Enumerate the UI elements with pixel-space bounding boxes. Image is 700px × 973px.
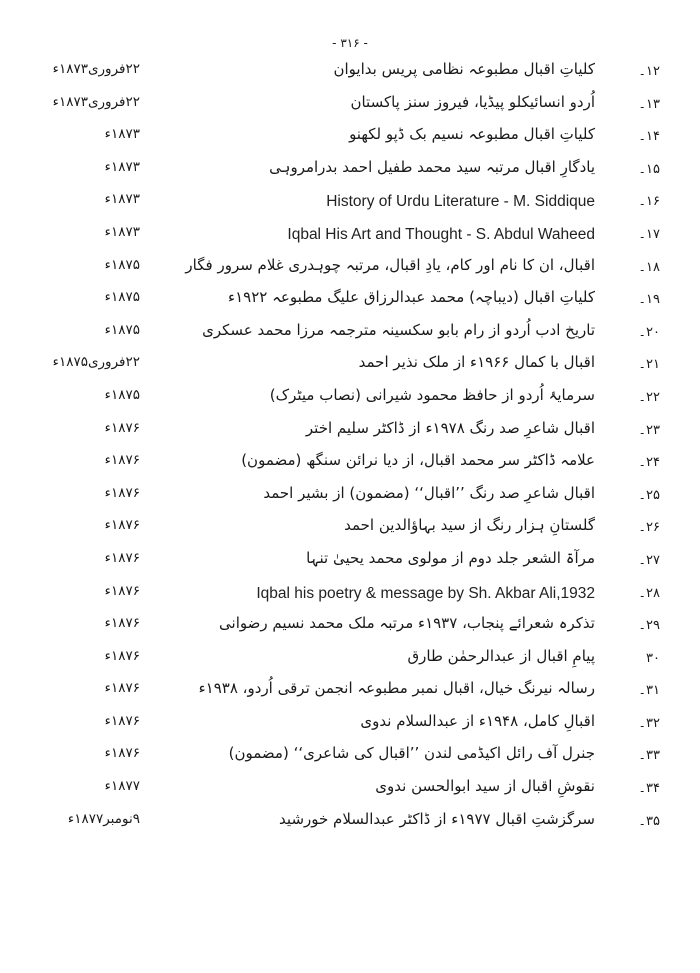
entry-number: ۳۰ (646, 650, 660, 666)
entry-title: Iqbal His Art and Thought - S. Abdul Waheed (287, 225, 595, 243)
entry-title: نقوشِ اقبال از سید ابوالحسن ندوی (375, 777, 595, 796)
entry-date: ۱۸۷۶ء (104, 549, 140, 566)
list-item (0, 221, 700, 254)
list-item (0, 482, 700, 515)
entry-date: ۱۸۷۶ء (104, 582, 140, 599)
list-item (0, 417, 700, 450)
entry-date: ۲۲فروری۱۸۷۵ء (52, 354, 140, 371)
entry-number: ۱۲۔ (638, 64, 660, 79)
entry-date: ۱۸۷۶ء (104, 745, 140, 762)
entry-title: کلیاتِ اقبال (دیباچہ) محمد عبدالرزاق علیگ مطبوعہ ۱۹۲۲ء (228, 288, 595, 307)
entry-number: ۱۳۔ (638, 96, 660, 112)
entry-date: ۱۸۷۶ء (104, 647, 140, 664)
list-item (0, 645, 700, 678)
entry-number: ۳۲۔ (638, 715, 660, 731)
entry-number: ۳۴۔ (638, 781, 660, 797)
entry-title: گلستانِ ہزار رنگ از سید بہاؤالدین احمد (344, 516, 595, 535)
entry-number: ۱۷۔ (638, 226, 660, 242)
entry-date: ۲۲فروری۱۸۷۳ء (52, 61, 140, 77)
entry-date: ۱۸۷۶ء (104, 452, 140, 469)
entry-title: اقبال، ان کا نام اور کام، یادِ اقبال، مرتبہ چوہدری غلام سرور فگار (185, 255, 595, 274)
page-number: - ۳۱۶ - (332, 36, 368, 50)
entry-number: ۲۲۔ (638, 389, 660, 405)
list-item (0, 384, 700, 417)
entry-number: ۲۳۔ (638, 422, 660, 438)
list-item (0, 188, 700, 221)
entry-date: ۱۸۷۵ء (104, 386, 140, 403)
entry-date: ۹نومبر۱۸۷۷ء (67, 810, 140, 827)
entry-date: ۱۸۷۶ء (104, 680, 140, 697)
list-item (0, 449, 700, 482)
entry-title: مرآۃ الشعر جلد دوم از مولوی محمد یحییٰ تنہا (306, 548, 595, 567)
entry-date: ۱۸۷۷ء (104, 778, 140, 795)
entry-date: ۱۸۷۵ء (104, 321, 140, 338)
entry-date: ۱۸۷۶ء (104, 484, 140, 501)
entry-date: ۱۸۷۶ء (104, 419, 140, 436)
list-item (0, 319, 700, 352)
entry-number: ۱۶۔ (638, 194, 660, 210)
list-item (0, 808, 700, 841)
entry-number: ۲۶۔ (638, 520, 660, 536)
entry-title: اُردو انسائیکلو پیڈیا، فیروز سنز پاکستان (350, 92, 595, 111)
entry-title: سرگزشتِ اقبال ۱۹۷۷ء از ڈاکٹر عبدالسلام خورشید (279, 809, 595, 828)
entry-title: یادگارِ اقبال مرتبہ سید محمد طفیل احمد بدرامروہی (269, 157, 595, 176)
entry-number: ۲۷۔ (638, 552, 660, 568)
entry-title: کلیاتِ اقبال مطبوعہ نظامی پریس بدایوان (333, 60, 595, 78)
entry-title: تاریخ ادب اُردو از رام بابو سکسینہ مترجمہ مرزا محمد عسکری (202, 320, 595, 339)
list-item (0, 612, 700, 645)
entry-title: علامہ ڈاکٹر سر محمد اقبال، از دیا نرائن سنگھ (مضمون) (241, 451, 595, 470)
entry-number: ۱۸۔ (638, 259, 660, 275)
list-item (0, 775, 700, 808)
entry-title: History of Urdu Literature - M. Siddique (326, 193, 595, 211)
list-item (0, 547, 700, 580)
entry-title: اقبالِ کامل، ۱۹۴۸ء از عبدالسلام ندوی (360, 711, 595, 730)
list-item (0, 286, 700, 319)
list-item (0, 677, 700, 710)
list-item (0, 58, 700, 91)
entry-title: رسالہ نیرنگ خیال، اقبال نمبر مطبوعہ انجمن ترقی اُردو، ۱۹۳۸ء (198, 679, 595, 698)
entry-date: ۱۸۷۳ء (104, 223, 140, 240)
entry-number: ۲۴۔ (638, 455, 660, 471)
entry-title: اقبال شاعرِ صد رنگ ’’اقبال‘‘ (مضمون) از بشیر احمد (263, 483, 595, 502)
list-item (0, 254, 700, 287)
entry-number: ۱۹۔ (638, 292, 660, 308)
entry-number: ۳۱۔ (638, 683, 660, 699)
entry-title: کلیاتِ اقبال مطبوعہ نسیم بک ڈپو لکھنو (349, 125, 595, 144)
entry-date: ۲۲فروری۱۸۷۳ء (52, 93, 140, 110)
list-item (0, 514, 700, 547)
entry-number: ۲۸۔ (638, 585, 660, 601)
entry-date: ۱۸۷۳ء (104, 191, 140, 208)
entry-number: ۳۵۔ (638, 813, 660, 829)
entry-title: پیامِ اقبال از عبدالرحمٰن طارق (407, 646, 595, 665)
list-item (0, 580, 700, 613)
entry-number: ۲۵۔ (638, 487, 660, 503)
bibliography-list (0, 58, 700, 840)
entry-number: ۲۰۔ (638, 324, 660, 340)
entry-date: ۱۸۷۵ء (104, 289, 140, 306)
entry-date: ۱۸۷۶ء (104, 615, 140, 632)
entry-date: ۱۸۷۵ء (104, 256, 140, 273)
entry-title: اقبال با کمال ۱۹۶۶ء از ملک نذیر احمد (358, 353, 595, 372)
list-item (0, 91, 700, 124)
entry-number: ۱۵۔ (638, 161, 660, 177)
entry-number: ۲۹۔ (638, 618, 660, 634)
entry-title: تذکرہ شعرائے پنجاب، ۱۹۳۷ء مرتبہ ملک محمد نسیم رضوانی (219, 614, 595, 633)
entry-number: ۱۴۔ (638, 129, 660, 145)
entry-title: Iqbal his poetry & message by Sh. Akbar Ali,1932 (256, 584, 595, 602)
list-item (0, 156, 700, 189)
entry-date: ۱۸۷۶ء (104, 517, 140, 534)
entry-number: ۲۱۔ (638, 357, 660, 373)
list-item (0, 123, 700, 156)
entry-title: اقبال شاعرِ صد رنگ ۱۹۷۸ء از ڈاکٹر سلیم اختر (305, 418, 595, 437)
list-item (0, 710, 700, 743)
entry-date: ۱۸۷۳ء (104, 126, 140, 143)
entry-date: ۱۸۷۳ء (104, 158, 140, 175)
list-item (0, 351, 700, 384)
entry-number: ۳۳۔ (638, 748, 660, 764)
entry-title: جنرل آف رائل اکیڈمی لندن ’’اقبال کی شاعری‘‘ (مضمون) (228, 744, 595, 763)
entry-date: ۱۸۷۶ء (104, 712, 140, 729)
list-item (0, 742, 700, 775)
entry-title: سرمایۂ اُردو از حافظ محمود شیرانی (نصاب میٹرک) (269, 385, 595, 404)
